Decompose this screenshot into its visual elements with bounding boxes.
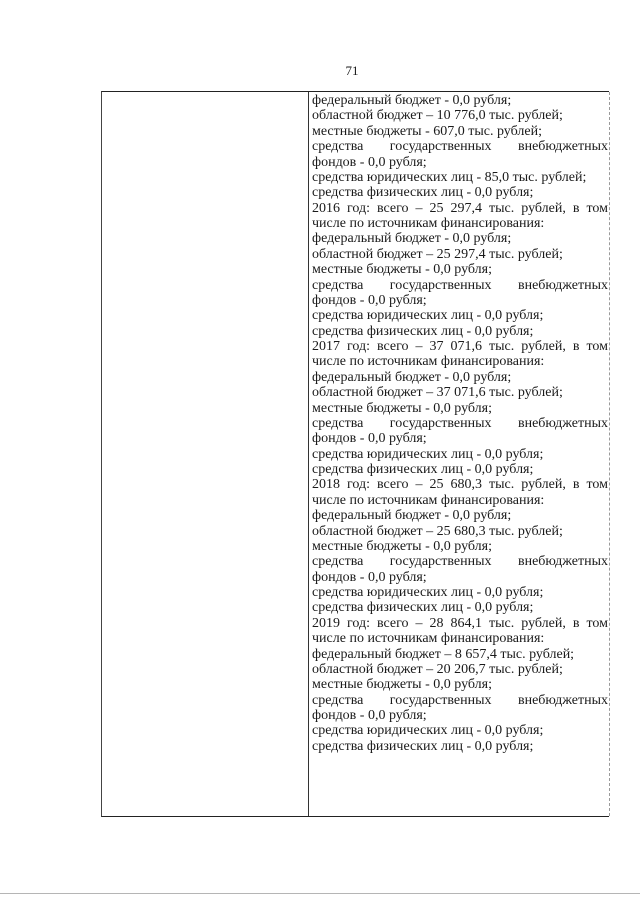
table-text-line: фондов - 0,0 рубля;: [312, 708, 427, 723]
table-text-line: средства юридических лиц - 85,0 тыс. рублей;: [312, 169, 587, 185]
table-text-line: фондов - 0,0 рубля;: [312, 154, 427, 170]
table-text-line: средства физических лиц - 0,0 рубля;: [312, 323, 534, 339]
page-number: 71: [345, 63, 359, 78]
table-text-line: местные бюджеты - 0,0 рубля;: [312, 400, 492, 416]
table-text-line: числе по источникам финансирования:: [312, 354, 545, 370]
page-bottom-rule: [0, 893, 640, 894]
column-divider: [308, 92, 309, 816]
table-text-line: средства государственных внебюджетных: [312, 139, 608, 155]
table-text-line: 2016 год: всего – 25 297,4 тыс. рублей, в том: [312, 200, 608, 216]
table-text-line: средства юридических лиц - 0,0 рубля;: [312, 723, 544, 739]
table-text-line: 2017 год: всего – 37 071,6 тыс. рублей, в том: [312, 339, 608, 354]
table-text-line: областной бюджет – 10 776,0 тыс. рублей;: [312, 108, 563, 124]
table-text-line: средства физических лиц - 0,0 рубля;: [312, 738, 534, 754]
table-text-line: средства физических лиц - 0,0 рубля;: [312, 185, 534, 201]
table-text-line: средства физических лиц - 0,0 рубля;: [312, 600, 534, 616]
table-text-line: средства юридических лиц - 0,0 рубля;: [312, 585, 544, 600]
table-text-line: федеральный бюджет – 8 657,4 тыс. рублей;: [312, 646, 575, 662]
table-text-line: числе по источникам финансирования:: [312, 492, 545, 508]
table-text-line: средства государственных внебюджетных: [312, 692, 608, 708]
table-text-line: областной бюджет – 25 680,3 тыс. рублей;: [312, 523, 563, 539]
table-text-line: 2019 год: всего – 28 864,1 тыс. рублей, в том: [312, 615, 608, 631]
table-text-line: областной бюджет – 20 206,7 тыс. рублей;: [312, 661, 563, 677]
table-text-line: средства государственных внебюджетных: [312, 554, 608, 570]
table-text-line: местные бюджеты - 0,0 рубля;: [312, 538, 492, 554]
table-text-line: местные бюджеты - 607,0 тыс. рублей;: [312, 123, 542, 139]
table-text-line: средства юридических лиц - 0,0 рубля;: [312, 308, 544, 324]
table-text-line: средства государственных внебюджетных: [312, 415, 608, 431]
table-text-line: областной бюджет – 25 297,4 тыс. рублей;: [312, 246, 563, 262]
table-text-line: числе по источникам финансирования:: [312, 631, 545, 647]
table-text-line: федеральный бюджет - 0,0 рубля;: [312, 231, 512, 247]
table-text-line: федеральный бюджет - 0,0 рубля;: [312, 369, 512, 385]
table-text-line: средства физических лиц - 0,0 рубля;: [312, 462, 534, 477]
table-right-cell: [312, 93, 608, 754]
table-text-line: областной бюджет – 37 071,6 тыс. рублей;: [312, 385, 563, 401]
table-text-line: местные бюджеты - 0,0 рубля;: [312, 677, 492, 693]
table-text-line: фондов - 0,0 рубля;: [312, 431, 427, 447]
table-text-line: федеральный бюджет - 0,0 рубля;: [312, 93, 512, 108]
table-text-line: средства государственных внебюджетных: [312, 277, 608, 293]
table-text-line: числе по источникам финансирования:: [312, 216, 545, 231]
table-text-line: 2018 год: всего – 25 680,3 тыс. рублей, в том: [312, 477, 608, 493]
table-right-edge: [609, 92, 610, 816]
table-text-line: фондов - 0,0 рубля;: [312, 569, 427, 585]
table-text-line: местные бюджеты - 0,0 рубля;: [312, 262, 492, 278]
funding-table: [101, 91, 609, 817]
table-text-line: федеральный бюджет - 0,0 рубля;: [312, 508, 512, 524]
table-text-line: средства юридических лиц - 0,0 рубля;: [312, 446, 544, 462]
table-text-line: фондов - 0,0 рубля;: [312, 292, 427, 308]
